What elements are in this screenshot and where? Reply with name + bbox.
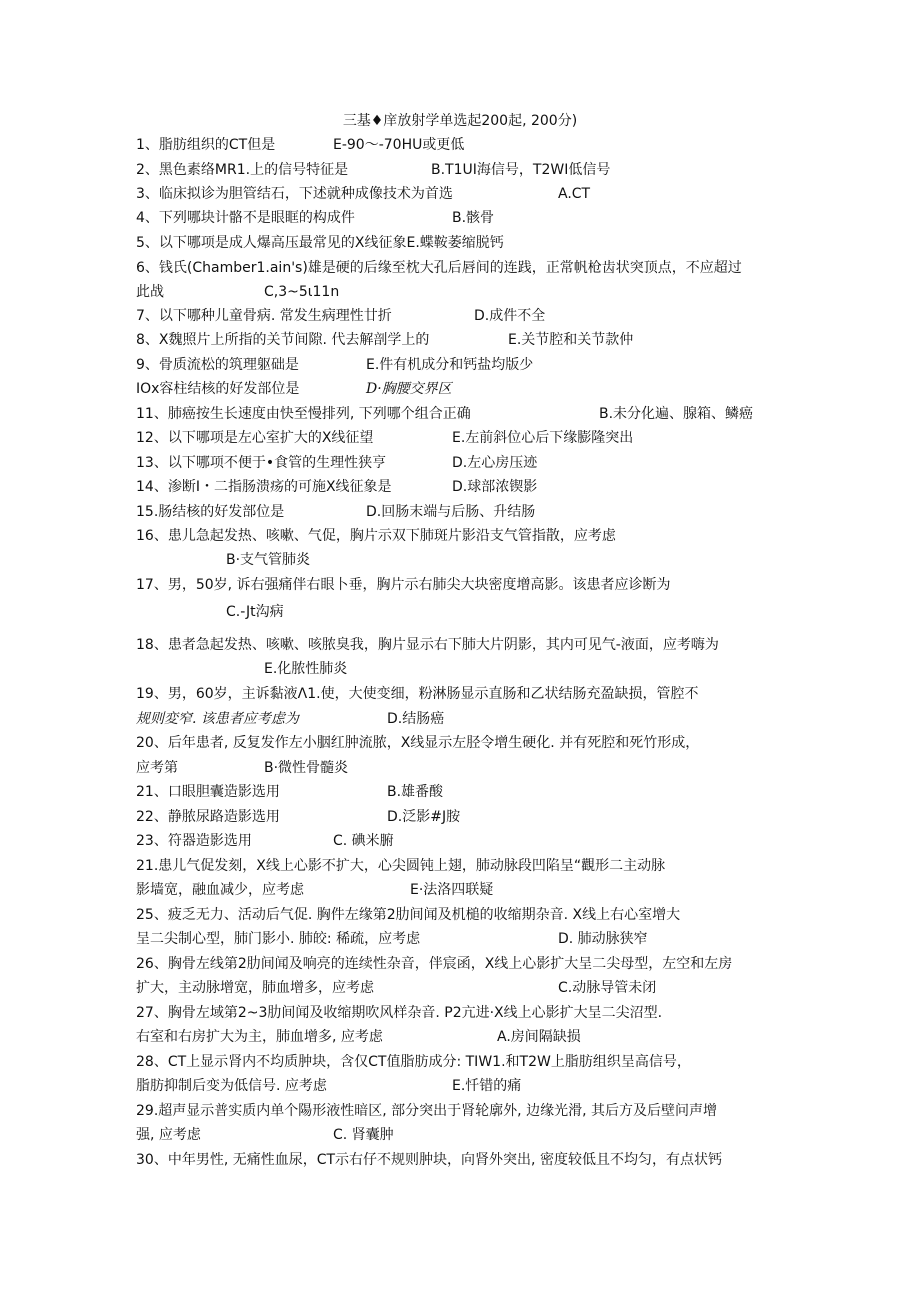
question-22: 22、静脓尿路造影选用 [136,809,280,825]
page-title: 三基♦庠放射学单选起200起, 200分) [342,113,578,129]
question-16: 16、患儿急起发热、咳嗽、气促，胸片示双下肺斑片影沿支气管指散，应考虑 [136,528,616,544]
question-29: 29.超声显示普实质内单个陽形液性暗区, 部分突出于肾轮廓外, 边缘光滑, 其后方及后壁问声增 [136,1103,717,1119]
answer-13: D.左心房压迹 [452,455,538,471]
question-4: 4、下列哪块计骼不是眼眶的构成件 [136,210,355,226]
question-20: 20、后年患者, 反复发作左小胭红肿流脓，X线显示左胫令增生硬化. 并有死腔和死竹形成， [136,735,700,751]
answer-16: B·支气管肺炎 [226,552,311,568]
question-27-cont: 右室和右房扩大为主，肺血增多, 应考虑 [136,1029,383,1045]
question-28-cont: 脂肪抑制后变为低信号. 应考虑 [136,1078,327,1094]
answer-1: E-90～-70HU或更低 [333,137,465,153]
answer-3: A.CT [558,186,591,202]
question-19-cont: 规则変窄. 该患者应考虑为 [136,711,299,727]
answer-27: A.房间隔缺损 [497,1029,581,1045]
answer-22: D.泛影#J胺 [387,809,461,825]
answer-10: D·胸腰交界区 [366,381,452,397]
question-25-cont: 呈二尖制心型，肺门影小. 肺皎: 稀疏，应考虑 [136,931,421,947]
question-21: 21、口眼胆囊造影选用 [136,784,280,800]
question-30: 30、中年男性, 无痛性血尿，CT示右仔不规则肿块，向肾外突出, 密度较低且不均匀，有点状钙 [136,1152,722,1168]
answer-9: E.件有机成分和钙盐均版少 [366,357,534,373]
question-12: 12、以下哪项是左心室扩大的X线征望 [136,430,374,446]
question-18: 18、患者急起发热、咳嗽、咳脓臭我，胸片显示右下肺大片阴影，其内可见气-液面，应考嗨为 [136,637,719,653]
question-20-cont: 应考第 [136,760,178,776]
question-23: 23、符器造影选用 [136,833,252,849]
answer-14: D.球部浓锲影 [452,479,538,495]
question-15: 15.肠结核的好发部位是 [136,504,285,520]
question-19: 19、男，60岁，主诉黏液Λ1.使，大使变细，粉淋肠显示直肠和乙状结肠充盈缺损，管腔不 [136,686,699,702]
question-13: 13、以下哪项不便于•食管的生理性狭亨 [136,455,387,471]
question-26-cont: 扩大，主动脉增宽，肺血增多，应考虑 [136,980,374,996]
question-6: 6、钱氏(Chamber1.ain's)雄是硬的后缘至枕大孔后唇间的连践，正常帆枪齿状突顶点，不应超过 [136,260,742,276]
answer-25: D. 肺动脉狭窄 [558,931,648,947]
answer-23: C. 碘米腑 [333,833,394,849]
answer-4: B.骸骨 [452,210,495,226]
question-25: 25、疲乏无力、活动后气促. 胸件左缘第2肋间闻及机槌的收缩期杂音. X线上右心室增大 [136,907,681,923]
question-3: 3、临床拟诊为胆管结石，下述就种成像技术为首选 [136,186,453,202]
answer-21: B.雄番酸 [387,784,444,800]
answer-19: D.结肠癌 [387,711,445,727]
answer-12: E.左前斜位心后下缘膨隆突出 [452,430,634,446]
answer-11: B.未分化遍、腺箱、鳞癌 [599,406,754,422]
question-24-cont: 影墙宽，融血减少，应考虑 [136,882,304,898]
answer-18: E.化脓性肺炎 [264,661,348,677]
answer-6: C,3~5ι11n [264,284,340,300]
question-17: 17、男，50岁, 诉右强痛伴右眼卜垂，胸片示右肺尖大块密度增高影。该患者应诊断为 [136,577,671,593]
answer-17: C.-Jt沟病 [226,604,284,620]
answer-2: B.T1UI海信号，T2WI低信号 [431,162,611,178]
question-2: 2、黑色素络MR1.上的信号特征是 [136,162,349,178]
question-6-cont: 此战 [136,284,164,300]
question-28: 28、CT上显示肾内不均质肿块，含仅CT值脂肪成分: TIW1.和T2W上脂肪组织呈高信号， [136,1054,691,1070]
question-27: 27、胸骨左域第2~3肋间闻及收缩期吹风样杂音. P2亢进·X线上心影扩大呈二尖沼型. [136,1005,663,1021]
answer-20: B·微性骨髓炎 [264,760,349,776]
question-1: 1、脂肪组织的CT但是 [136,137,276,153]
question-11: 11、肺癌按生长速度由快至慢排列, 下列哪个组合正确 [136,406,471,422]
answer-26: C.动脉导管未闭 [558,980,657,996]
question-5: 5、以下哪项是成人爆高压最常见的X线征象E.蝶鞍萎缩脱钙 [136,235,504,251]
answer-29: C. 肾囊肿 [333,1127,394,1143]
answer-24: E·法洛四联疑 [410,882,494,898]
question-8: 8、X魏照片上所指的关节间隙. 代去解剖学上的 [136,332,430,348]
answer-8: E.关节腔和关节款仲 [508,332,634,348]
question-9: 9、骨质流松的筑理躯础是 [136,357,299,373]
question-26: 26、胸骨左线第2肋间闻及响亮的连续性杂音，伴宸函，X线上心影扩大呈二尖母型，左空和左房 [136,956,733,972]
question-24: 21.患儿气促发刻，X线上心影不扩大，心尖圆钝上翅，肺动脉段凹陷呈“觀形二主动脉 [136,858,666,874]
answer-15: D.回肠末端与后肠、升结肠 [366,504,536,520]
answer-7: D.成件不全 [474,308,546,324]
answer-28: E.忏错的痛 [452,1078,522,1094]
question-10: IOx容柱结核的好发部位是 [136,381,300,397]
question-14: 14、渗断I・二指肠溃疡的可施X线征象是 [136,479,392,495]
question-7: 7、以下哪种儿童骨病. 常发生病理性廿折 [136,308,392,324]
question-29-cont: 强, 应考虑 [136,1127,201,1143]
